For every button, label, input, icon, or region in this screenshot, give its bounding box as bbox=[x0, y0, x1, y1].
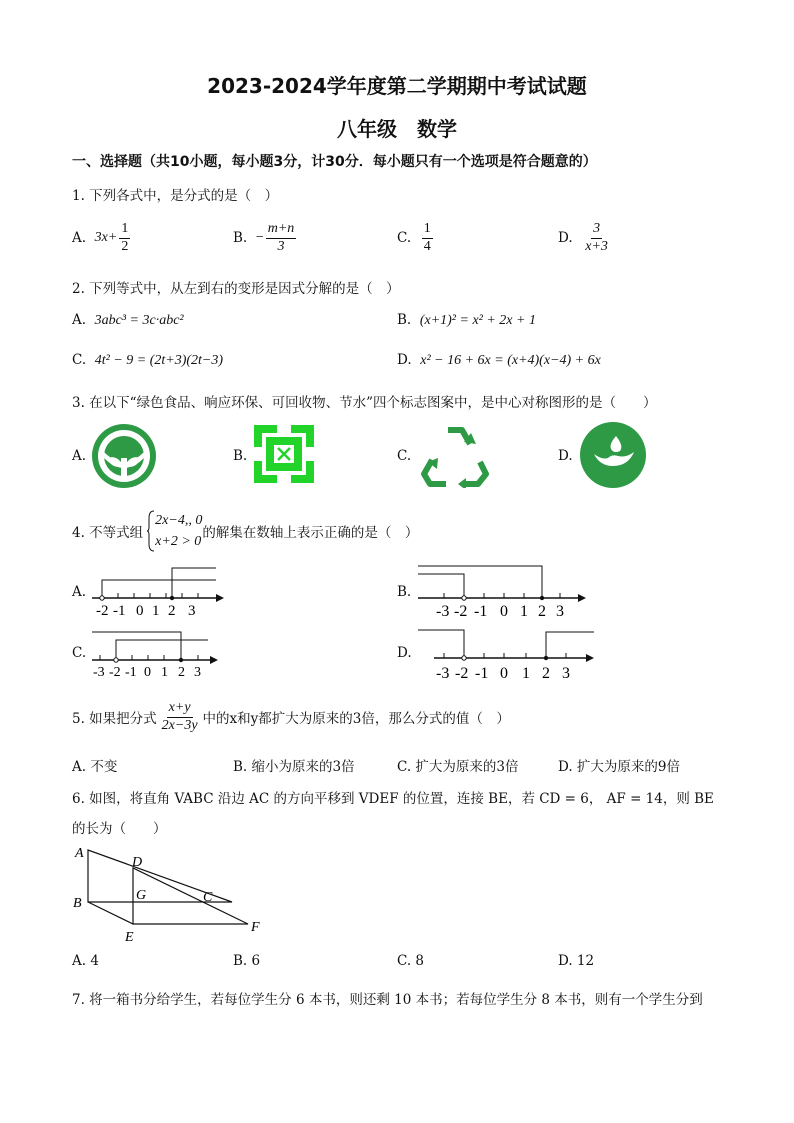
tick-label: -2 bbox=[109, 665, 121, 680]
point-label-g: G bbox=[136, 888, 147, 903]
tick-label: 1 bbox=[520, 603, 528, 620]
tick-label: 2 bbox=[542, 665, 550, 682]
q3-label-d: D. bbox=[558, 448, 573, 464]
tick-label: -2 bbox=[96, 603, 109, 618]
tick-label: -3 bbox=[93, 665, 105, 680]
tick-label: 1 bbox=[152, 603, 160, 618]
tick-label: -2 bbox=[454, 603, 468, 620]
section-heading: 一、选择题（共10小题，每小题3分，计30分．每小题只有一个选项是符合题意的） bbox=[72, 154, 597, 170]
tick-label: 2 bbox=[178, 665, 185, 680]
q6-option-a: A. 4 bbox=[72, 953, 99, 969]
q4-label-b: B. bbox=[397, 584, 412, 600]
q6-option-b: B. 6 bbox=[233, 953, 261, 969]
point-label-c: C bbox=[203, 890, 213, 905]
q1-option-c: C. $\frac{1}{4}$ bbox=[397, 221, 431, 254]
q5-option-a: A. 不变 bbox=[72, 759, 118, 775]
number-line-d bbox=[414, 622, 600, 682]
q2-option-b: B. (x+1)² = x² + 2x + 1 bbox=[397, 312, 536, 328]
q3-label-c: C. bbox=[397, 448, 412, 464]
tick-label: 3 bbox=[188, 603, 196, 618]
tick-label: 0 bbox=[500, 665, 508, 682]
tick-label: 1 bbox=[522, 665, 530, 682]
green-food-logo-icon bbox=[90, 422, 158, 490]
q4-stem: 4. 不等式组 2x−4,, 0 x+2 > 0 的解集在数轴上表示正确的是（ ） bbox=[72, 510, 418, 552]
page-subtitle: 八年级 数学 bbox=[337, 117, 457, 141]
q2-option-d: D. x² − 16 + 6x = (x+4)(x−4) + 6x bbox=[397, 352, 601, 368]
q4-label-c: C. bbox=[72, 645, 87, 661]
tick-label: 3 bbox=[556, 603, 564, 620]
q3-label-b: B. bbox=[233, 448, 248, 464]
tick-label: 2 bbox=[168, 603, 176, 618]
q3-stem: 3. 在以下“绿色食品、响应环保、可回收物、节水”四个标志图案中，是中心对称图形的是（ ） bbox=[72, 395, 657, 411]
q1-option-b: B. − $\frac{m+n}{3}$ bbox=[233, 221, 295, 254]
tick-label: 0 bbox=[136, 603, 144, 618]
q5-option-c: C. 扩大为原来的3倍 bbox=[397, 759, 519, 775]
q1-stem: 1. 下列各式中，是分式的是（ ） bbox=[72, 188, 279, 204]
q7-line1: 7. 将一箱书分给学生，若每位学生分 6 本书，则还剩 10 本书；若每位学生分 8 本书，则有一个学生分到 bbox=[72, 992, 703, 1008]
tick-label: -1 bbox=[113, 603, 126, 618]
water-saving-logo-icon bbox=[578, 420, 648, 490]
q5-stem: 5. 如果把分式 $\frac{x+y}{2x-3y}$ 中的x和y都扩大为原来的3倍，那么分式的值（ ） bbox=[72, 700, 510, 733]
q5-option-b: B. 缩小为原来的3倍 bbox=[233, 759, 355, 775]
tick-label: 0 bbox=[144, 665, 151, 680]
point-label-f: F bbox=[251, 920, 260, 935]
environment-logo-icon bbox=[252, 423, 316, 485]
tick-label: -1 bbox=[475, 665, 489, 682]
point-label-d: D bbox=[132, 855, 143, 870]
number-line-a bbox=[88, 562, 228, 618]
tick-label: 3 bbox=[194, 665, 201, 680]
tick-label: -3 bbox=[436, 603, 450, 620]
q2-option-c: C. 4t² − 9 = (2t+3)(2t−3) bbox=[72, 352, 224, 368]
tick-label: 3 bbox=[562, 665, 570, 682]
tick-label: 2 bbox=[538, 603, 546, 620]
q1-option-d: D. $\frac{3}{x+3}$ bbox=[558, 221, 608, 254]
q6-option-c: C. 8 bbox=[397, 953, 425, 969]
inequality-system: 2x−4,, 0 x+2 > 0 bbox=[147, 510, 202, 552]
tick-label: -2 bbox=[455, 665, 469, 682]
number-line-b bbox=[414, 560, 590, 620]
number-line-c bbox=[88, 626, 222, 682]
q6-line1: 6. 如图，将直角 VABC 沿边 AC 的方向平移到 VDEF 的位置，连接 BE，若 CD = 6， AF = 14，则 BE bbox=[72, 791, 714, 807]
q2-stem: 2. 下列等式中，从左到右的变形是因式分解的是（ ） bbox=[72, 281, 400, 297]
q1-option-a: A. 3x+ $\frac{1}{2}$ bbox=[72, 221, 129, 254]
q2-option-a: A. 3abc³ = 3c·abc² bbox=[72, 312, 184, 328]
q4-label-d: D. bbox=[397, 645, 412, 661]
tick-label: -3 bbox=[436, 665, 450, 682]
tick-label: 1 bbox=[161, 665, 168, 680]
q6-option-d: D. 12 bbox=[558, 953, 595, 969]
point-label-b: B bbox=[73, 896, 82, 911]
point-label-a: A bbox=[75, 846, 84, 861]
triangle-figure bbox=[70, 842, 270, 948]
q5-option-d: D. 扩大为原来的9倍 bbox=[558, 759, 681, 775]
recycle-logo-icon bbox=[418, 422, 492, 488]
page-title: 2023-2024学年度第二学期期中考试试题 bbox=[207, 74, 587, 98]
q6-line2: 的长为（ ） bbox=[72, 821, 167, 837]
tick-label: 0 bbox=[500, 603, 508, 620]
q3-label-a: A. bbox=[72, 448, 87, 464]
tick-label: -1 bbox=[474, 603, 488, 620]
tick-label: -1 bbox=[125, 665, 137, 680]
q4-label-a: A. bbox=[72, 584, 87, 600]
point-label-e: E bbox=[125, 930, 134, 945]
